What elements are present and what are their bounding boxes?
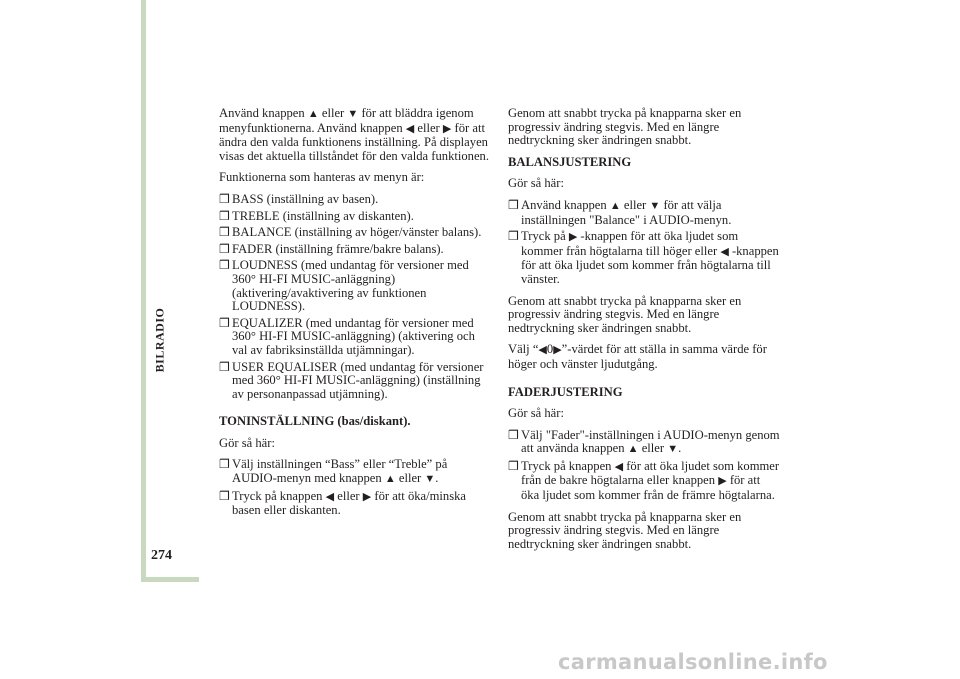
left-arrow-icon: ◀ — [325, 490, 335, 503]
right-arrow-icon: ▶ — [718, 475, 727, 488]
list-item: ❒ Välj "Fader"-inställningen i AUDIO-menyn genom att använda knappen ▲ eller ▼. — [508, 427, 780, 456]
checkbox-bullet-icon: ❒ — [219, 258, 230, 273]
left-arrow-icon: ◀ — [614, 460, 624, 473]
body-paragraph: Genom att snabbt trycka på knapparna sker en progressiv ändring stegvis. Med en längre nedtryckning sker ändringen snabbt. — [508, 293, 742, 335]
checkbox-bullet-icon: ❒ — [508, 229, 519, 244]
instructions-label: Gör så här: — [508, 176, 564, 191]
up-arrow-icon: ▲ — [627, 443, 639, 456]
checkbox-bullet-icon: ❒ — [219, 457, 230, 472]
left-column — [219, 107, 491, 518]
list-item: ❒ USER EQUALISER (med undantag för versioner med 360° HI-FI MUSIC-anläggning) (inställning av personanpassad utjämning). — [219, 359, 484, 401]
list-item: ❒ LOUDNESS (med undantag för versioner med 360° HI-FI MUSIC-anläggning) (aktivering/avaktivering av funktionen LOUDNESS). — [219, 258, 469, 314]
left-arrow-icon: ◀ — [405, 122, 415, 135]
tone-heading: TONINSTÄLLNING (bas/diskant). — [219, 414, 411, 429]
functions-list — [219, 193, 491, 401]
list-item: ❒ FADER (inställning främre/bakre balans). — [219, 241, 444, 256]
page-number: 274 — [151, 548, 172, 563]
checkbox-bullet-icon: ❒ — [219, 315, 230, 330]
up-arrow-icon: ▲ — [384, 473, 396, 486]
fader-steps — [508, 429, 780, 503]
checkbox-bullet-icon: ❒ — [508, 427, 519, 442]
corner-rule — [141, 577, 199, 582]
right-arrow-icon: ▶ — [568, 231, 578, 244]
down-arrow-icon: ▼ — [649, 199, 661, 212]
checkbox-bullet-icon: ❒ — [219, 225, 230, 240]
functions-intro: Funktionerna som hanteras av menyn är: — [219, 170, 425, 185]
left-arrow-icon: ◀ — [720, 245, 729, 258]
right-column — [508, 107, 780, 559]
tone-steps — [219, 458, 491, 517]
left-arrow-icon: ◀ — [538, 344, 547, 357]
list-item: ❒ Tryck på knappen ◀ eller ▶ för att öka/minska basen eller diskanten. — [219, 488, 467, 518]
checkbox-bullet-icon: ❒ — [219, 488, 230, 503]
down-arrow-icon: ▼ — [347, 108, 359, 120]
instructions-label: Gör så här: — [219, 435, 275, 450]
list-item: ❒ EQUALIZER (med undantag för versioner med 360° HI-FI MUSIC-anläggning) (aktivering och val av fabriksinställda utjämningar). — [219, 315, 475, 357]
checkbox-bullet-icon: ❒ — [219, 191, 230, 206]
list-item: ❒ Använd knappen ▲ eller ▼ för att välja inställningen "Balance" i AUDIO-menyn. — [508, 197, 732, 227]
fader-heading: FADERJUSTERING — [508, 384, 623, 399]
list-item: ❒ Välj inställningen “Bass” eller “Treble” på AUDIO-menyn med knappen ▲ eller ▼. — [219, 457, 448, 486]
center-value-paragraph: Välj “◀0▶”-värdet för att ställa in samma värde för höger och vänster ljudutgång. — [508, 342, 767, 371]
checkbox-bullet-icon: ❒ — [508, 197, 519, 212]
right-arrow-icon: ▶ — [442, 122, 452, 135]
list-item: ❒ BALANCE (inställning av höger/vänster balans). — [219, 225, 482, 240]
intro-paragraph: Använd knappen ▲ eller ▼ för att bläddra igenom menyfunktionerna. Använd knappen ◀ eller ▶ för att ändra den valda funktionens inställning. På displayen visas det aktuella tillståndet för den valda funktionen. — [219, 106, 489, 163]
checkbox-bullet-icon: ❒ — [219, 241, 230, 256]
list-item: ❒ Tryck på knappen ◀ för att öka ljudet som kommer från de bakre högtalarna eller knappen ▶ för att öka ljudet som kommer från de främre högtalarna. — [508, 458, 780, 503]
checkbox-bullet-icon: ❒ — [219, 359, 230, 374]
body-paragraph: Genom att snabbt trycka på knapparna sker en progressiv ändring stegvis. Med en längre nedtryckning sker ändringen snabbt. — [508, 106, 742, 148]
down-arrow-icon: ▼ — [424, 473, 436, 486]
up-arrow-icon: ▲ — [609, 199, 621, 212]
right-arrow-icon: ▶ — [553, 344, 562, 357]
instructions-label: Gör så här: — [508, 406, 564, 421]
list-item: ❒ Tryck på ▶ -knappen för att öka ljudet som kommer från högtalarna till höger eller ◀ -knappen för att öka ljudet som kommer från högtalarna till vänster. — [508, 229, 779, 286]
balance-heading: BALANSJUSTERING — [508, 154, 632, 169]
up-arrow-icon: ▲ — [307, 108, 319, 120]
side-band — [141, 0, 146, 577]
body-paragraph: Genom att snabbt trycka på knapparna sker en progressiv ändring stegvis. Med en längre nedtryckning sker ändringen snabbt. — [508, 509, 742, 551]
section-title: BILRADIO — [152, 307, 167, 373]
list-item: ❒ TREBLE (inställning av diskanten). — [219, 208, 414, 223]
balance-steps — [508, 199, 780, 287]
down-arrow-icon: ▼ — [667, 443, 679, 456]
checkbox-bullet-icon: ❒ — [508, 458, 519, 473]
watermark: carmanualsonline.info — [558, 650, 828, 674]
checkbox-bullet-icon: ❒ — [219, 208, 230, 223]
list-item: ❒ BASS (inställning av basen). — [219, 191, 379, 206]
right-arrow-icon: ▶ — [362, 490, 372, 503]
